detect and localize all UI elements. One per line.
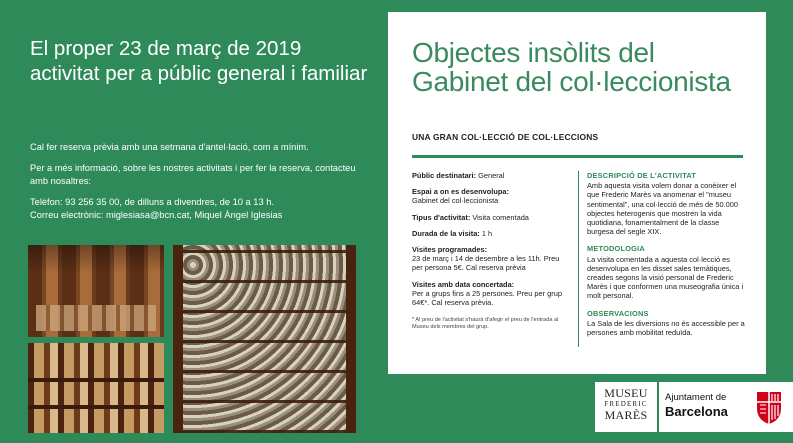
- museum-photo-cabinet: [28, 343, 164, 433]
- reserve-note: Cal fer reserva prèvia amb una setmana d'antel·lació, com a mínim.: [30, 142, 309, 152]
- museum-photo-room: [28, 245, 164, 337]
- methodology-heading: METODOLOGIA: [587, 244, 645, 254]
- detail-label: Durada de la visita:: [412, 228, 480, 238]
- activity-description: [587, 171, 745, 345]
- detail-type: [412, 213, 570, 222]
- detail-space: [412, 187, 570, 205]
- museu-frederic-mares-logo: [595, 382, 657, 432]
- more-info-text: Per a més informació, sobre les nostres activitats i per fer la reserva, contacteu amb nosaltres:: [30, 163, 356, 186]
- event-headline: El proper 23 de març de 2019 activitat per a públic general i familiar: [30, 37, 368, 85]
- museum-photo-collection-wall: [173, 245, 356, 433]
- detail-label: Públic destinatari:: [412, 171, 477, 180]
- column-divider: [578, 171, 579, 347]
- price-footnote: * Al preu de l'activitat s'haurà d'afegir el preu de l'entrada al Museu dels membres del grup.: [412, 317, 559, 331]
- detail-value: Gabinet del col·leccionista: [412, 196, 499, 206]
- info-block: [30, 141, 375, 222]
- observations-text: La Sala de les diversions no és accessible per a persones amb mobilitat reduïda.: [587, 318, 745, 338]
- description-text: Amb aquesta visita volem donar a conèixer el que Frederic Marès va anomenar el "museu sentimental", una col·lecció de més de 50.000 objectes heterogenis que mostren la vida quotidiana, fonamentalment de la classe burgesa del segle XIX.: [587, 181, 738, 237]
- card-divider: [412, 155, 743, 158]
- logo-text: Ajuntament de: [665, 392, 727, 403]
- logo-text: MUSEU: [604, 386, 648, 400]
- detail-label: Espai a on es desenvolupa:: [412, 187, 509, 197]
- detail-arranged: [412, 280, 570, 308]
- logo-text: MARÈS: [604, 408, 648, 422]
- card-subtitle: UNA GRAN COL·LECCIÓ DE COL·LECCIONS: [412, 132, 599, 142]
- detail-value: 23 de març i 14 de desembre a les 11h. Preu per persona 5€. Cal reserva prèvia: [412, 254, 560, 273]
- barcelona-seal-icon: [753, 388, 785, 426]
- logo-text: FREDERIC: [604, 400, 648, 408]
- activity-details: [412, 171, 570, 331]
- description-heading: DESCRIPCIÓ DE L'ACTIVITAT: [587, 171, 697, 180]
- ajuntament-logo-text: [665, 391, 728, 419]
- detail-audience: [412, 171, 570, 180]
- detail-value: 1 h: [481, 228, 493, 238]
- detail-label: Visites amb data concertada:: [412, 279, 515, 289]
- activity-card: [388, 12, 766, 374]
- card-title: Objectes insòlits del Gabinet del col·leccionista: [412, 37, 731, 97]
- detail-label: Visites programades:: [412, 245, 488, 255]
- detail-value: Visita comentada: [472, 212, 529, 222]
- ajuntament-barcelona-logo: [659, 382, 793, 432]
- logo-text: Barcelona: [665, 404, 728, 419]
- detail-duration: [412, 229, 570, 238]
- phone-text: Telèfon: 93 256 35 00, de dilluns a divendres, de 10 a 13 h.: [30, 197, 274, 207]
- email-text: Correu electrònic: miglesiasa@bcn.cat, Miquel Àngel Iglesias: [30, 210, 283, 220]
- detail-value: General: [478, 171, 505, 180]
- observations-heading: OBSERVACIONS: [587, 308, 649, 318]
- detail-value: Per a grups fins a 25 persones. Preu per grup 64€*. Cal reserva prèvia.: [412, 288, 562, 308]
- detail-label: Tipus d'activitat:: [412, 212, 471, 222]
- methodology-text: La visita comentada a aquesta col·lecció es desenvolupa en les disset sales temàtiques, creades segons la visió personal de Frederic Marès i que conformen una museografia única i molt personal.: [587, 254, 744, 301]
- detail-scheduled: [412, 245, 570, 273]
